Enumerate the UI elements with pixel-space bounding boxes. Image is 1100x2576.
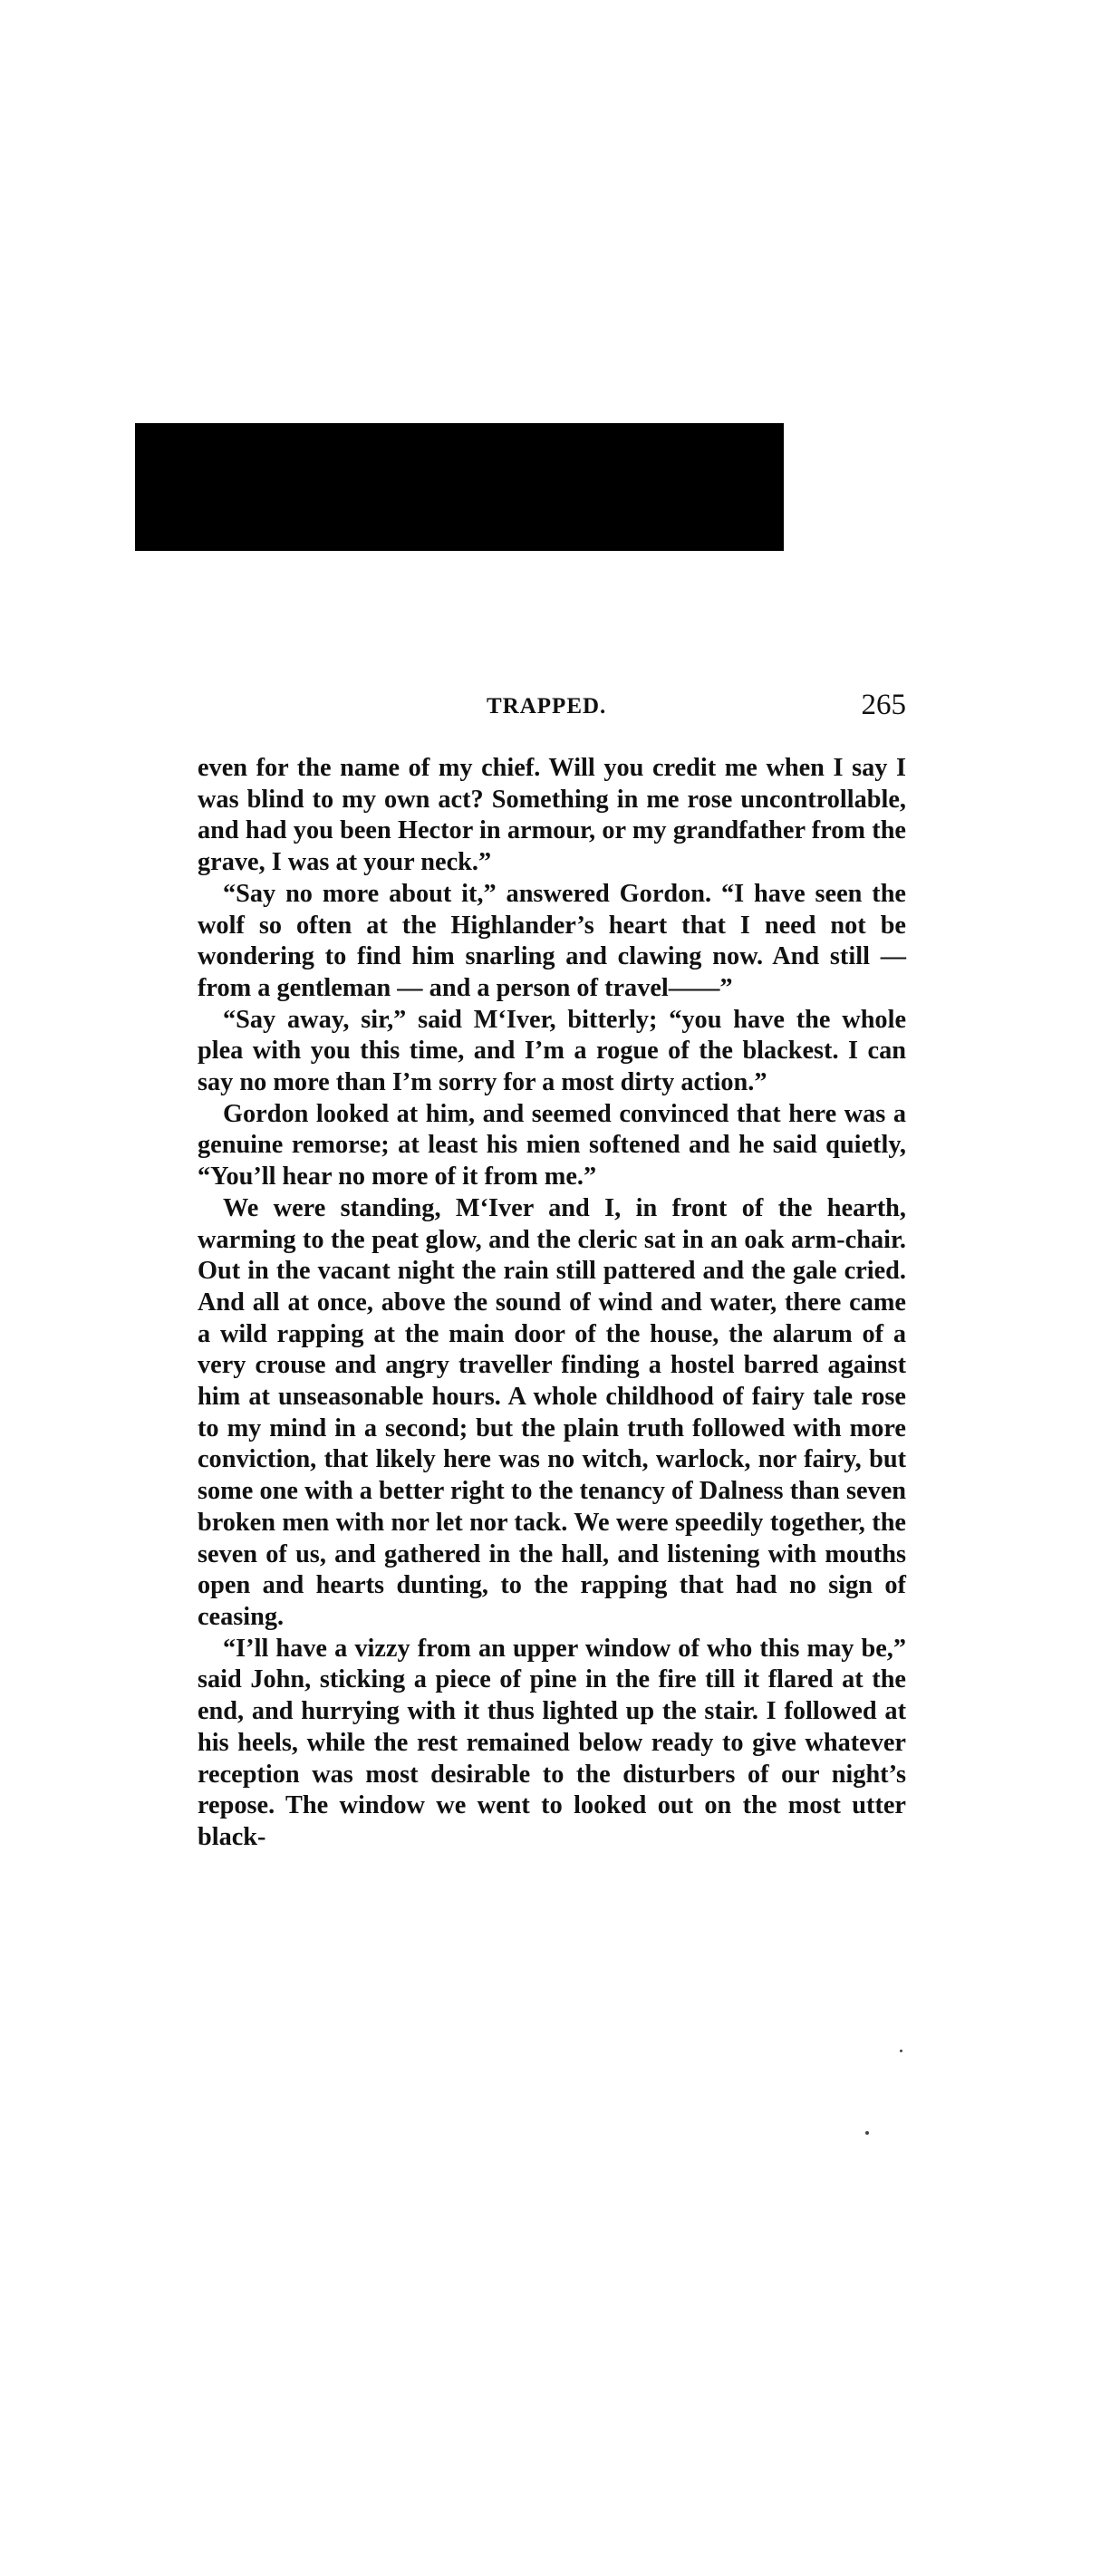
paragraph: “I’ll have a vizzy from an upper window of who this may be,” said John, sticking a piece of pine in the fire till it flared at the end, and hurrying with it thus lighted up the stair. I followed at his heels, while the rest remained below ready to give whatever reception was most desirable to the disturbers of our night’s repose. The window we went to looked out on the most utter black- <box>198 1634 906 1851</box>
body-text <box>198 753 906 1854</box>
scan-speck <box>865 2131 869 2135</box>
paragraph: even for the name of my chief. Will you credit me when I say I was blind to my own act? Something in me rose uncontrollable, and had you been Hector in armour, or my grandfather from the grave, I was at your neck.” <box>198 754 906 877</box>
page-number: 265 <box>861 689 906 721</box>
paragraph: Gordon looked at him, and seemed convinced that here was a genuine remorse; at least his mien softened and he said quietly, “You’ll hear no more of it from me.” <box>198 1099 906 1192</box>
scan-speck <box>900 2050 902 2052</box>
paragraph: We were standing, M‘Iver and I, in front of the hearth, warming to the peat glow, and the cleric sat in an oak arm-chair. Out in the vacant night the rain still pattered and the gale cried. And all at once, above the sound of wind and water, there came a wild rapping at the main door of the house, the alarum of a very crouse and angry traveller finding a hostel barred against him at unseasonable hours. A whole childhood of fairy tale rose to my mind in a second; but the plain truth followed with more conviction, that likely here was no witch, warlock, nor fairy, but some one with a better right to the tenancy of Dalness than seven broken men with nor let nor tack. We were speedily together, the seven of us, and gathered in the hall, and listening with mouths open and hearts dunting, to the rapping that had no sign of ceasing. <box>198 1193 906 1631</box>
running-title: TRAPPED. <box>487 694 607 719</box>
redaction-bar <box>135 423 784 551</box>
paragraph: “Say no more about it,” answered Gordon. “I have seen the wolf so often at the Highlander’s heart that I need not be wondering to find him snarling and clawing now. And still — from a gentleman — and a person of travel——” <box>198 879 906 1002</box>
paragraph: “Say away, sir,” said M‘Iver, bitterly; “you have the whole plea with you this time, and I’m a rogue of the blackest. I can say no more than I’m sorry for a most dirty action.” <box>198 1005 906 1097</box>
running-head <box>198 689 906 725</box>
